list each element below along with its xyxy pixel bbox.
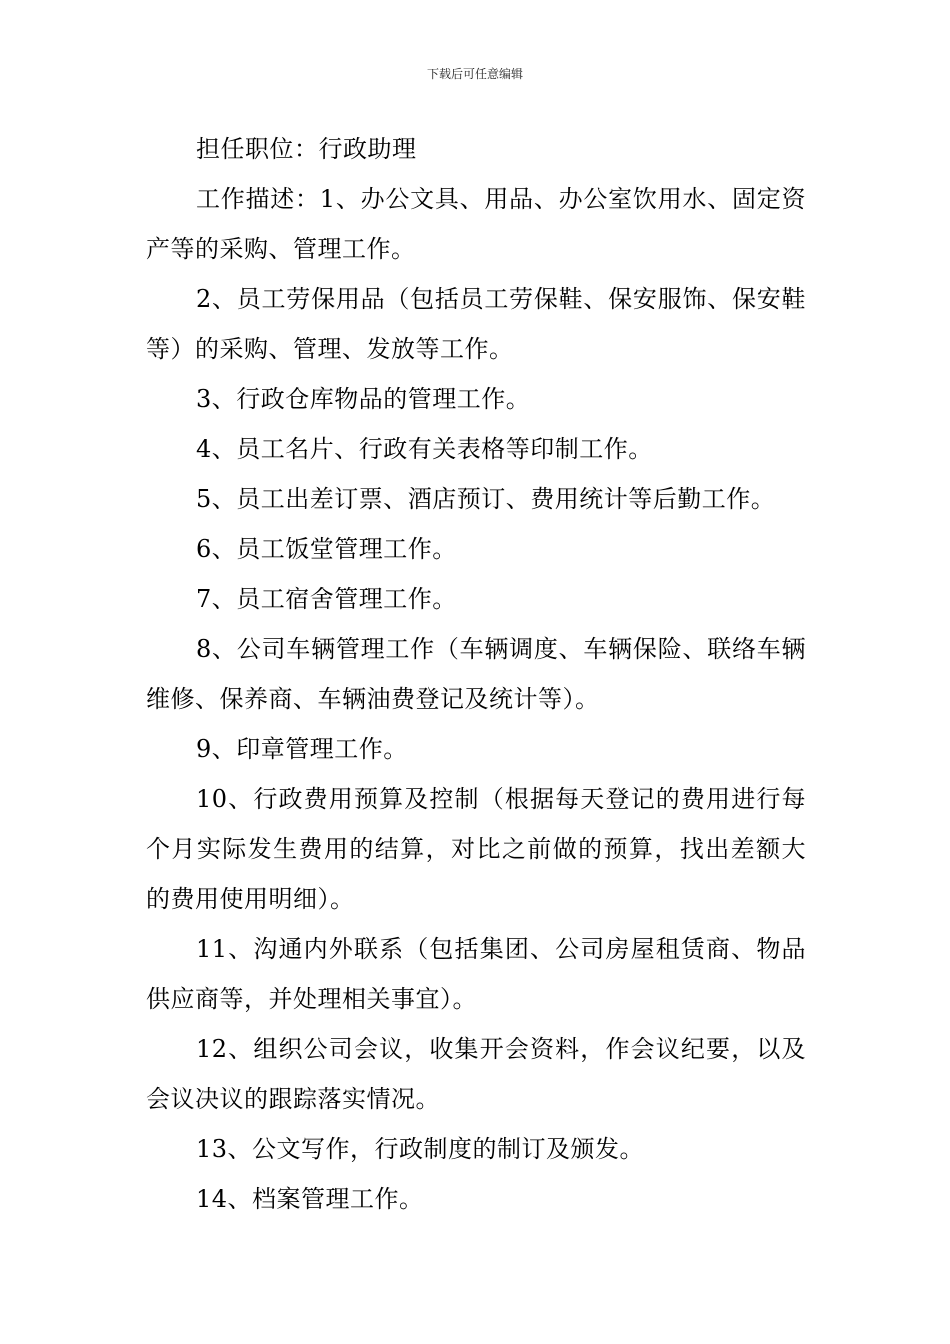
position-title-paragraph: 担任职位：行政助理 [196, 135, 417, 163]
duty-paragraph-7: 7、员工宿舍管理工作。 [196, 585, 457, 613]
duty-paragraph-8: 8、公司车辆管理工作（车辆调度、车辆保险、联络车辆维修、保养商、车辆油费登记及统计等）。 [146, 635, 806, 713]
duty-paragraph-4: 4、员工名片、行政有关表格等印制工作。 [196, 435, 653, 463]
duty-paragraph-14: 14、档案管理工作。 [196, 1185, 424, 1213]
duty-paragraph-12: 12、组织公司会议，收集开会资料，作会议纪要，以及会议决议的跟踪落实情况。 [146, 1035, 806, 1113]
duty-paragraph-10: 10、行政费用预算及控制（根据每天登记的费用进行每个月实际发生费用的结算，对比之前做的预算，找出差额大的费用使用明细）。 [146, 785, 806, 913]
page-header-note: 下载后可任意编辑 [426, 67, 523, 81]
duty-paragraph-5: 5、员工出差订票、酒店预订、费用统计等后勤工作。 [196, 485, 776, 513]
duty-paragraph-13: 13、公文写作，行政制度的制订及颁发。 [196, 1135, 645, 1163]
duty-paragraph-9: 9、印章管理工作。 [196, 735, 408, 763]
duty-paragraph-2: 2、员工劳保用品（包括员工劳保鞋、保安服饰、保安鞋等）的采购、管理、发放等工作。 [146, 285, 806, 363]
duty-paragraph-1: 工作描述：1、办公文具、用品、办公室饮用水、固定资产等的采购、管理工作。 [146, 185, 806, 263]
duty-paragraph-6: 6、员工饭堂管理工作。 [196, 535, 457, 563]
duty-paragraph-11: 11、沟通内外联系（包括集团、公司房屋租赁商、物品供应商等，并处理相关事宜）。 [146, 935, 806, 1013]
document-body [146, 124, 806, 1224]
duty-paragraph-3: 3、行政仓库物品的管理工作。 [196, 385, 531, 413]
